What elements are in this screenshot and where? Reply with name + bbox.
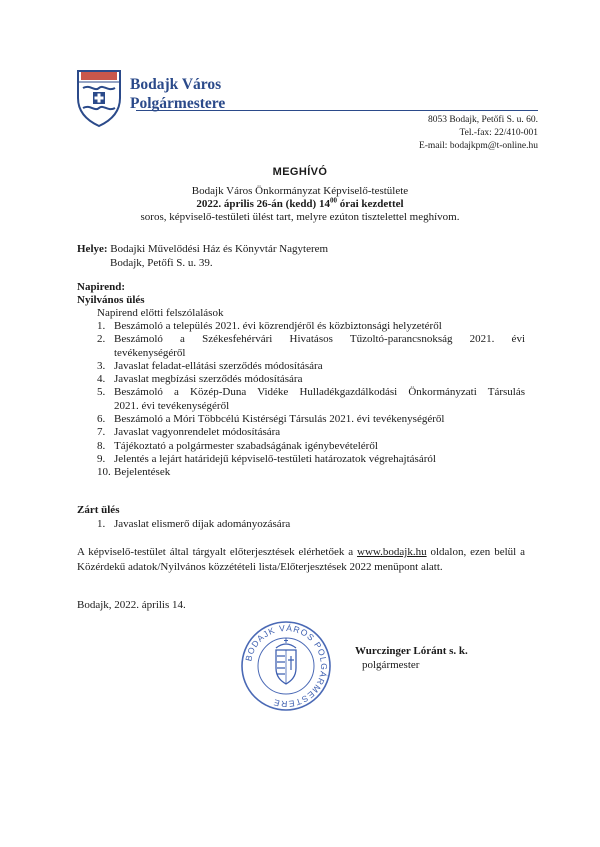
agenda-item-6 [97,413,525,426]
agenda-item-text: Jelentés a lejárt határidejű képviselő-testületi határozatok végrehajtásáról [114,452,436,465]
official-seal-icon [240,620,332,712]
agenda-item-text: Beszámoló a település 2021. évi közrendjéről és közbiztonsági helyzetéről [114,320,442,332]
agenda-item-text: Javaslat feladat-ellátási szerződés módosítására [114,359,323,372]
address: 8053 Bodajk, Petőfi S. u. 60. [427,115,538,125]
seal-ring-text: BODAJK VÁROS POLGÁRMESTERE [243,622,330,710]
agenda-item-text: Javaslat megbízási szerződés módosítására [114,373,303,386]
email: E-mail: bodajkpm@t-online.hu [418,141,538,151]
agenda-item-number: 4. [97,373,106,386]
agenda-heading [77,281,145,307]
org-name-line2: Polgármestere [130,95,226,112]
agenda-item-7 [97,426,525,439]
agenda-item-1 [97,320,525,333]
organization-name [130,75,225,113]
agenda-item-text: Beszámoló a Közép-Duna Vidéke Hulladékgazdálkodási Önkormányzati Társulás [114,386,525,399]
agenda-item-number: 7. [97,426,106,439]
agenda-item-text: Beszámoló a Móri Többcélú Kistérségi Társulás 2021. évi tevékenységéről [114,413,445,426]
agenda-item-number: 10. [97,466,111,479]
contact-block [419,114,538,153]
agenda-item-2 [97,333,525,360]
intro-line1: Bodajk Város Önkormányzat Képviselő-testülete [191,185,409,197]
date-line: Bodajk, 2022. április 14. [77,599,186,611]
intro-line3: soros, képviselő-testületi ülést tart, melyre ezúton tisztelettel meghívom. [140,211,460,223]
closed-item-1 [97,518,525,530]
closed-session-list [97,518,525,530]
signature-block [355,644,468,672]
agenda-item-number: 3. [97,359,106,372]
location-line1: Bodajki Művelődési Ház és Könyvtár Nagyterem [110,243,329,255]
signatory-role: polgármester [362,659,420,671]
meeting-location [77,242,328,270]
location-line2: Bodajk, Petőfi S. u. 39. [110,257,213,269]
agenda-item-number: 5. [97,386,106,399]
agenda-item-text: Beszámoló a Székesfehérvári Hivatásos Tűzoltó-parancsnokság 2021. évi [114,333,525,346]
agenda-item-text-cont: tevékenységéről [114,346,186,359]
agenda-item-number: 2. [97,333,106,346]
agenda-item-number: 8. [97,439,106,452]
closed-item-number: 1. [97,518,106,530]
public-session-label: Nyilvános ülés [77,294,145,306]
document-title: MEGHÍVÓ [272,166,328,178]
agenda-item-9 [97,453,525,466]
meeting-time-minutes: 00 [329,196,337,205]
signatory-name: Wurczinger Lóránt s. k. [355,645,468,657]
meeting-date-text: 2022. április 26-án (kedd) 14 [196,198,330,210]
header-divider [136,110,538,111]
agenda-item-text: Javaslat vagyonrendelet módosítására [114,426,281,439]
agenda-item-8 [97,440,525,453]
phone: Tel.-fax: 22/410-001 [459,128,538,138]
agenda-item-text-cont: 2021. évi tevékenységéről [114,399,230,412]
agenda-item-5 [97,386,525,413]
pre-agenda-item: Napirend előtti felszólalások [97,307,224,319]
invitation-intro [0,185,600,224]
location-label: Helye: [77,243,108,255]
closing-text-part1: A képviselő-testület által tárgyalt előterjesztések elérhetőek a [77,546,358,558]
meeting-date-suffix: órai kezdettel [336,198,404,210]
meeting-date [0,198,600,211]
agenda-list [97,320,525,480]
agenda-item-text: Tájékoztató a polgármester szabadságának igénybevételéről [114,439,378,452]
agenda-item-10 [97,466,525,479]
agenda-item-4 [97,373,525,386]
agenda-item-number: 1. [97,320,106,332]
agenda-item-3 [97,360,525,373]
agenda-item-number: 9. [97,452,106,465]
closing-text-part2: oldalon, ezen belül a Közérdekű adatok/Nyilvános közzétételi lista/Előterjesztések 2022 menüpont alatt. [77,546,525,573]
coat-of-arms-icon [75,68,123,128]
closing-paragraph [77,545,525,574]
closed-item-text: Javaslat elismerő díjak adományozására [114,518,291,530]
website-link[interactable]: www.bodajk.hu [357,546,427,558]
agenda-item-text: Bejelentések [114,466,171,479]
agenda-label: Napirend: [77,281,126,293]
agenda-item-number: 6. [97,413,106,426]
org-name-line1: Bodajk Város [130,76,222,93]
closed-session-label: Zárt ülés [77,504,120,516]
